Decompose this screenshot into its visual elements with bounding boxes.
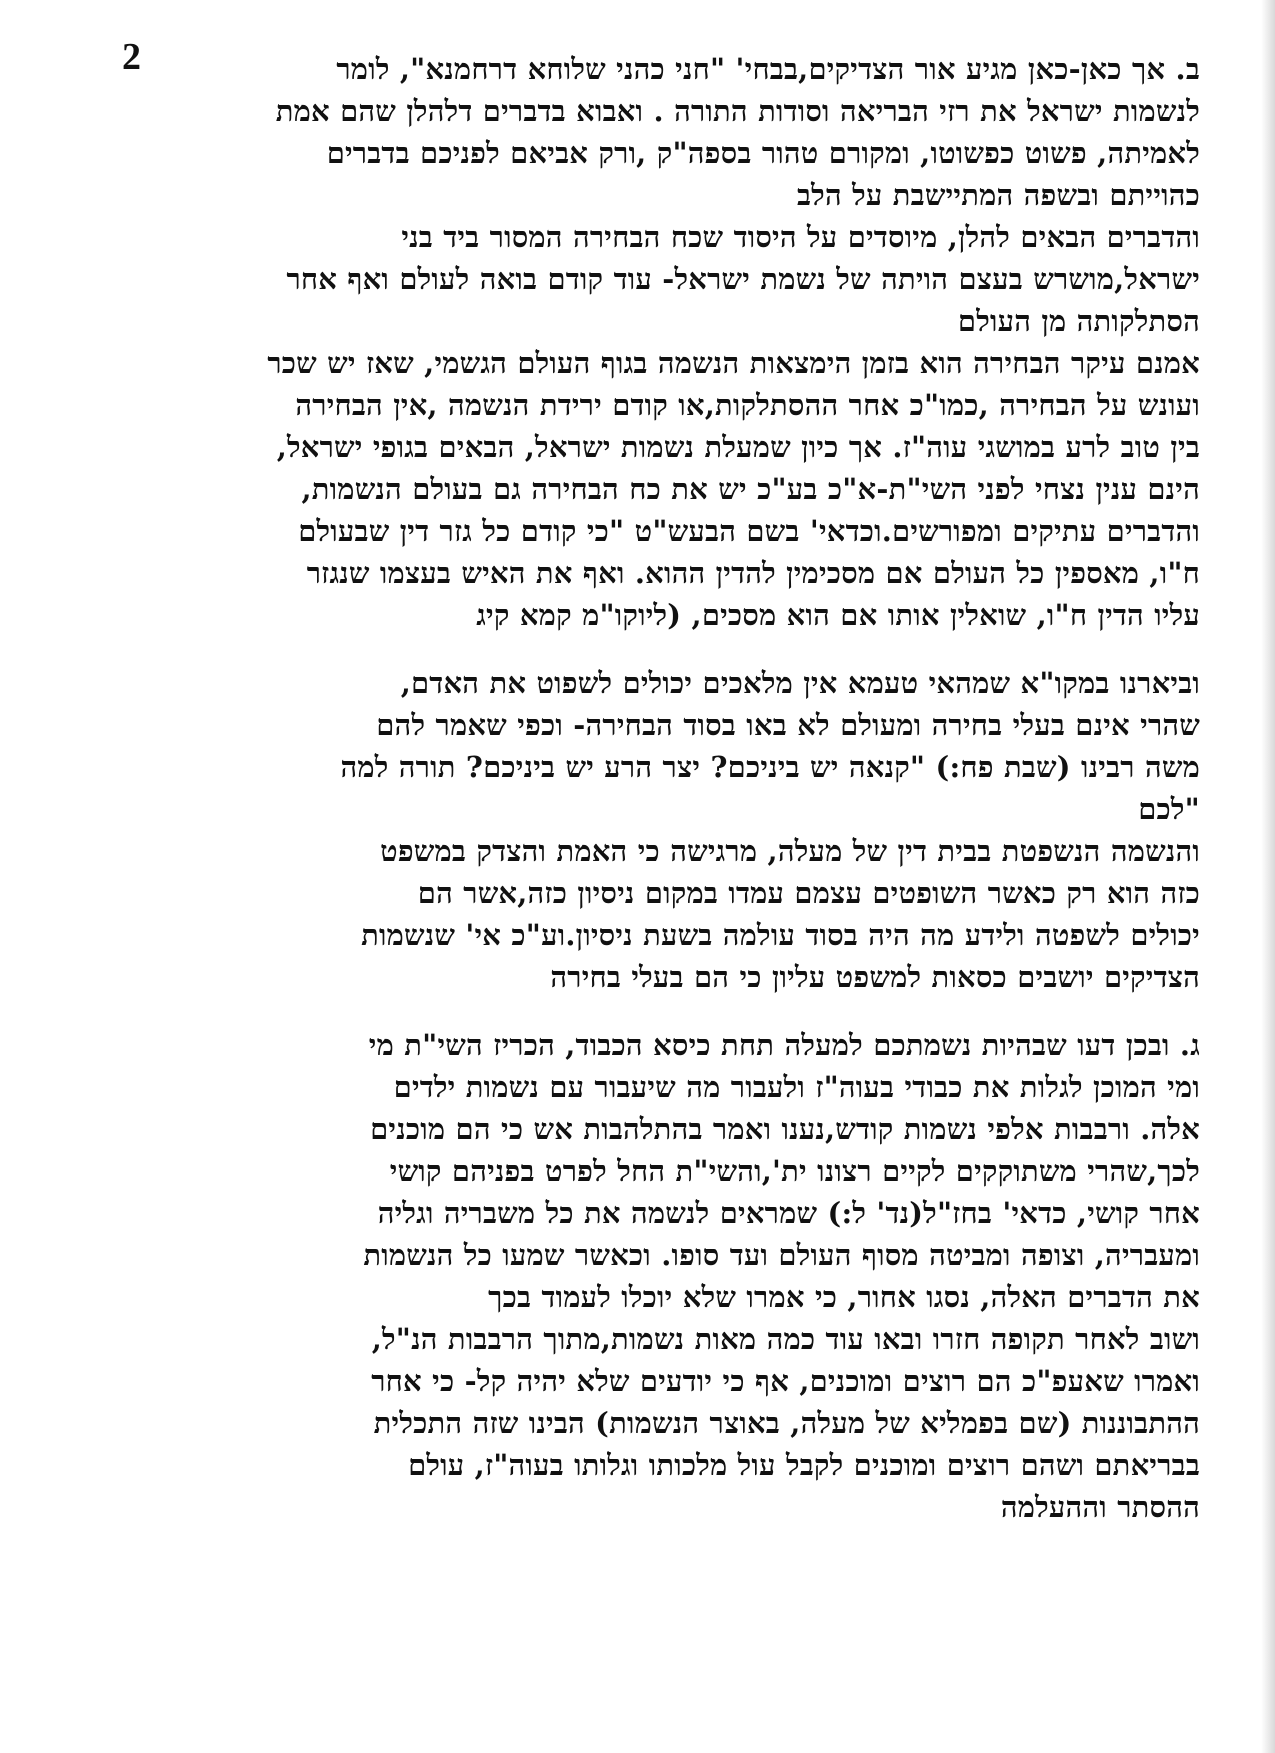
text-line: אלה. ורבבות אלפי נשמות קודש,נענו ואמר בהתלהבות אש כי הם מוכנים — [370, 1112, 1200, 1146]
text-line: וביארנו במקו"א שמהאי טעמא אין מלאכים יכולים לשפוט את האדם, — [400, 666, 1200, 700]
text-line: ב. אך כאן-כאן מגיע אור הצדיקים,בבחי' "חני כהני שלוחא דרחמנא", לומר — [336, 52, 1200, 86]
text-line: עליו הדין ח"ו, שואלין אותו אם הוא מסכים, (ליוקו"מ קמא קיג — [476, 598, 1200, 632]
text-line: והדברים עתיקים ומפורשים.וכדאי' בשם הבעש"ט "כי קודם כל גזר דין שבעולם — [298, 514, 1200, 548]
text-line: אחר קושי, כדאי' בחז"ל(נד' ל:) שמראים לנשמה את כל משבריה וגליה — [377, 1196, 1200, 1230]
scan-edge-shadow — [1261, 0, 1275, 1753]
document-body — [150, 48, 1200, 1528]
text-line: ואמרו שאעפ"כ הם רוצים ומוכנים, אף כי יודעים שלא יהיה קל- כי אחר — [371, 1364, 1200, 1398]
text-line: ח"ו, מאספין כל העולם אם מסכימין להדין ההוא. ואף את האיש בעצמו שנגזר — [306, 556, 1200, 590]
text-line: בין טוב לרע במושגי עוה"ז. אך כיון שמעלת נשמות ישראל, הבאים בגופי ישראל, — [276, 430, 1200, 464]
text-line: ההסתר וההעלמה — [1000, 1490, 1200, 1524]
text-line: לאמיתה, פשוט כפשוטו, ומקורם טהור בספה"ק ,ורק אביאם לפניכם בדברים — [326, 136, 1200, 170]
text-line: ג. ובכן דעו שבהיות נשמתכם למעלה תחת כיסא הכבוד, הכריז השי"ת מי — [368, 1028, 1200, 1062]
paragraph — [150, 1024, 1200, 1528]
text-line: ושוב לאחר תקופה חזרו ובאו עוד כמה מאות נשמות,מתוך הרבבות הנ"ל, — [371, 1322, 1200, 1356]
paragraph — [150, 830, 1200, 998]
text-line: "לכם — [1138, 792, 1200, 826]
text-line: שהרי אינם בעלי בחירה ומעולם לא באו בסוד הבחירה- וכפי שאמר להם — [376, 708, 1200, 742]
text-line: והנשמה הנשפטת בבית דין של מעלה, מרגישה כי האמת והצדק במשפט — [380, 834, 1200, 868]
paragraph — [150, 342, 1200, 636]
text-line: כהוייתם ובשפה המתיישבת על הלב — [797, 178, 1200, 212]
text-line: והדברים הבאים להלן, מיוסדים על היסוד שכח הבחירה המסור ביד בני — [401, 220, 1200, 254]
text-line: כזה הוא רק כאשר השופטים עצמם עמדו במקום ניסיון כזה,אשר הם — [417, 876, 1200, 910]
text-line: ההתבוננות (שם בפמליא של מעלה, באוצר הנשמות) הבינו שזה התכלית — [373, 1406, 1200, 1440]
text-line: אמנם עיקר הבחירה הוא בזמן הימצאות הנשמה בגוף העולם הגשמי, שאז יש שכר — [267, 346, 1200, 380]
paragraph-gap — [150, 636, 1200, 662]
text-line: את הדברים האלה, נסגו אחור, כי אמרו שלא יוכלו לעמוד בכך — [488, 1280, 1200, 1314]
text-line: הצדיקים יושבים כסאות למשפט עליון כי הם בעלי בחירה — [550, 960, 1200, 994]
paragraph-gap — [150, 998, 1200, 1024]
text-line: הינם ענין נצחי לפני השי"ת-א"כ בע"כ יש את כח הבחירה גם בעולם הנשמות, — [301, 472, 1200, 506]
text-line: ישראל,מושרש בעצם הויתה של נשמת ישראל- עוד קודם בואה לעולם ואף אחר — [286, 262, 1200, 296]
text-line: לנשמות ישראל את רזי הבריאה וסודות התורה . ואבוא בדברים דלהלן שהם אמת — [275, 94, 1200, 128]
text-line: לכך,שהרי משתוקקים לקיים רצונו ית',והשי"ת החל לפרט בפניהם קושי — [389, 1154, 1200, 1188]
paragraph — [150, 216, 1200, 342]
text-line: ומעבריה, וצופה ומביטה מסוף העולם ועד סופו. וכאשר שמעו כל הנשמות — [363, 1238, 1200, 1272]
paragraph — [150, 662, 1200, 830]
text-line: הסתלקותה מן העולם — [957, 304, 1200, 338]
paragraph — [150, 48, 1200, 216]
text-line: בבריאתם ושהם רוצים ומוכנים לקבל עול מלכותו וגלותו בעוה"ז, עולם — [408, 1448, 1200, 1482]
text-line: משה רבינו (שבת פח:) "קנאה יש ביניכם? יצר הרע יש ביניכם? תורה למה — [340, 750, 1200, 784]
text-line: ומי המוכן לגלות את כבודי בעוה"ז ולעבור מה שיעבור עם נשמות ילדים — [393, 1070, 1200, 1104]
text-line: ועונש על הבחירה ,כמו"כ אחר ההסתלקות,או קודם ירידת הנשמה ,אין הבחירה — [295, 388, 1200, 422]
page-number: 2 — [122, 36, 141, 78]
text-line: יכולים לשפטה ולידע מה היה בסוד עולמה בשעת ניסיון.וע"כ אי' שנשמות — [361, 918, 1200, 952]
